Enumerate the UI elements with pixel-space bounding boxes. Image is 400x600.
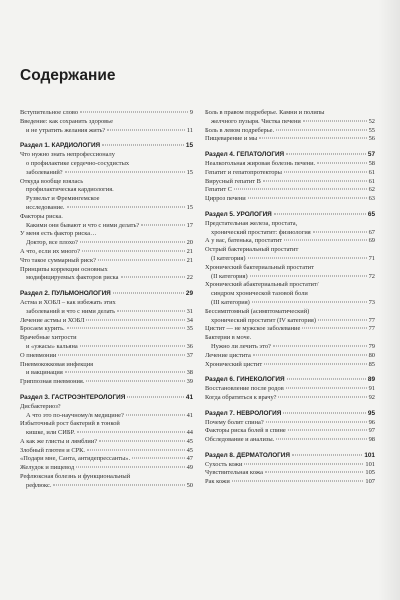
toc-entry[interactable] [20, 473, 193, 491]
toc-entry-text: Какими они бывают и что с ними делать? [26, 221, 140, 229]
toc-entry-text: Раздел 5. УРОЛОГИЯ [205, 210, 272, 218]
toc-page-number: 44 [186, 429, 193, 437]
toc-page-number: 101 [364, 451, 375, 459]
toc-entry[interactable] [205, 308, 375, 326]
toc-page-number: 77 [368, 325, 375, 333]
section-gap [205, 403, 375, 410]
toc-page-number: 38 [186, 369, 193, 377]
dot-leader [318, 319, 367, 320]
toc-page-number: 58 [368, 159, 375, 167]
toc-entry-text: Что такое суммарный риск? [20, 256, 96, 264]
toc-entry[interactable] [205, 352, 375, 361]
toc-entry-text: рефлюкс. [26, 481, 52, 489]
dot-leader [117, 310, 185, 311]
toc-entry-text: Гепатит С [205, 186, 233, 194]
dot-leader [98, 259, 185, 260]
toc-entry[interactable] [20, 447, 193, 456]
toc-entry-text: Факторы риска. [20, 212, 63, 220]
toc-page-number: 63 [368, 195, 375, 203]
toc-page-number: 11 [186, 126, 193, 134]
toc-entry-text: Раздел 3. ГАСТРОЭНТЕРОЛОГИЯ [20, 393, 126, 401]
section-gap [20, 283, 193, 290]
toc-entry-text: О пневмонии [20, 351, 57, 359]
section-gap [205, 445, 375, 452]
toc-entry-text: Желудок и пищевод [20, 464, 75, 472]
toc-entry-text: Обследование и анализы. [205, 436, 275, 444]
dot-leader [248, 198, 367, 199]
toc-entry[interactable] [205, 469, 375, 478]
toc-entry-text: Откуда вообще взялась [20, 177, 84, 185]
dot-leader [302, 328, 366, 329]
toc-entry-text: Неалкогольная жировая болезнь печени. [205, 159, 316, 167]
toc-section-heading[interactable] [20, 290, 193, 299]
toc-entry-text: Острый бактериальный простатит [205, 246, 299, 254]
dot-leader [286, 388, 367, 389]
dot-leader [274, 213, 366, 214]
toc-column-left [20, 109, 193, 491]
page-edge-shadow [378, 0, 400, 600]
dot-leader [278, 396, 366, 397]
toc-entry-text: Избыточный рост бактерий в тонкой [20, 420, 120, 428]
toc-page-number: 65 [367, 210, 375, 218]
toc-entry[interactable] [205, 334, 375, 352]
toc-entry[interactable] [20, 378, 193, 387]
dot-leader [77, 432, 185, 433]
toc-page-number: 29 [185, 290, 193, 298]
toc-entry-text: хронический простатит: физиология [211, 228, 311, 236]
dot-leader [265, 472, 363, 473]
dot-leader [99, 440, 185, 441]
toc-section-heading[interactable] [205, 410, 375, 419]
toc-entry-text: заболеваний и что с ними делать [26, 307, 116, 315]
toc-column-right [205, 109, 375, 487]
toc-entry-text: Рак кожи [205, 478, 230, 486]
toc-page-number: 39 [186, 378, 193, 386]
dot-leader [288, 430, 367, 431]
toc-page-number: 92 [368, 393, 375, 401]
toc-entry-text: (I категория) [211, 254, 246, 262]
dot-leader [127, 396, 184, 397]
dot-leader [273, 345, 367, 346]
toc-entry[interactable] [205, 427, 375, 436]
toc-entry-text: А как же глисты и лямблии? [20, 437, 98, 445]
toc-page-number: 56 [368, 135, 375, 143]
toc-entry-text: Бессимптомный (асимптоматический) [205, 307, 310, 315]
toc-entry-text: Что нужно знать непрофессионалу [20, 151, 115, 159]
dot-leader [252, 301, 367, 302]
dot-leader [113, 293, 184, 294]
toc-page-number: 15 [186, 203, 193, 211]
toc-page-number: 79 [368, 342, 375, 350]
dot-leader [132, 458, 185, 459]
dot-leader [283, 412, 366, 413]
toc-entry-text: Сухость кожи [205, 460, 243, 468]
toc-entry-text: Доктор, все плохо? [26, 239, 78, 247]
toc-entry-text: Раздел 7. НЕВРОЛОГИЯ [205, 409, 282, 417]
dot-leader [82, 250, 185, 251]
toc-page-number: 97 [368, 427, 375, 435]
toc-page-number: 20 [186, 239, 193, 247]
dot-leader [276, 439, 366, 440]
dot-leader [80, 112, 188, 113]
toc-section-heading[interactable] [20, 142, 193, 151]
toc-page-number: 47 [186, 455, 193, 463]
dot-leader [141, 224, 184, 225]
toc-page-number: 67 [368, 228, 375, 236]
toc-entry-text: Раздел 2. ПУЛЬМОНОЛОГИЯ [20, 290, 111, 298]
dot-leader [65, 372, 185, 373]
toc-entry-text: А что это по-научному/в медицине? [26, 411, 124, 419]
dot-leader [303, 120, 367, 121]
toc-entry-text: Введение: как сохранить здоровье [20, 117, 113, 125]
toc-entry[interactable] [205, 325, 375, 334]
toc-entry-text: Астма и ХОБЛ – как избежать этих [20, 298, 116, 306]
toc-entry-text: Пищеварение и мы [205, 135, 258, 143]
toc-entry-text: У меня есть фактор риска… [20, 230, 97, 238]
section-gap [205, 369, 375, 376]
toc-entry[interactable] [205, 237, 375, 246]
dot-leader [259, 138, 366, 139]
toc-entry-text: Раздел 6. ГИНЕКОЛОГИЯ [205, 376, 285, 384]
section-gap [20, 387, 193, 394]
toc-entry[interactable] [20, 213, 193, 231]
dot-leader [286, 154, 366, 155]
toc-entry-text: Вирусный гепатит В [205, 177, 261, 185]
toc-page-number: 45 [186, 437, 193, 445]
section-gap [20, 135, 193, 142]
toc-entry[interactable] [205, 281, 375, 307]
toc-entry[interactable] [205, 419, 375, 428]
toc-entry[interactable] [20, 257, 193, 266]
toc-entry[interactable] [20, 317, 193, 326]
toc-page-number: 98 [368, 436, 375, 444]
toc-page-number: 34 [186, 316, 193, 324]
dot-leader [232, 481, 364, 482]
toc-page-number: 71 [368, 254, 375, 262]
toc-section-heading[interactable] [205, 376, 375, 385]
toc-entry-text: Хронический абактериальный простатит/ [205, 281, 319, 289]
toc-entry[interactable] [205, 127, 375, 136]
toc-entry-text: «Подари мне, Санта, антидепрессанты». [20, 455, 131, 463]
toc-entry[interactable] [205, 178, 375, 187]
toc-page-number: 61 [368, 168, 375, 176]
toc-entry-text: Гепатит и гепатопротекторы [205, 168, 282, 176]
toc-entry-text: и «ужасы» кальяна [26, 342, 78, 350]
toc-entry-text: Рузвельт и Фремингемское [26, 195, 100, 203]
toc-entry[interactable] [20, 455, 193, 464]
toc-entry-text: (II категория) [211, 272, 248, 280]
toc-entry-text: Хронический бактериальный простатит [205, 263, 314, 271]
dot-leader [53, 484, 184, 485]
dot-leader [287, 379, 366, 380]
toc-page-number: 80 [368, 351, 375, 359]
toc-page-number: 49 [186, 464, 193, 472]
toc-entry-text: Предстательная железа, простата, [205, 219, 298, 227]
dot-leader [107, 129, 185, 130]
toc-page-number: 77 [368, 316, 375, 324]
toc-entry-text: кишке, или СИБР. [26, 429, 75, 437]
toc-entry[interactable] [20, 403, 193, 421]
toc-entry-text: Лечение астмы и ХОБЛ [20, 316, 85, 324]
toc-entry[interactable] [205, 436, 375, 445]
toc-page-number: 41 [186, 411, 193, 419]
toc-page-number: 21 [186, 256, 193, 264]
toc-entry[interactable] [205, 461, 375, 470]
toc-entry[interactable] [20, 230, 193, 248]
dot-leader [87, 449, 185, 450]
toc-entry-text: синдром хронической тазовой боли [211, 290, 308, 298]
toc-entry[interactable] [205, 160, 375, 169]
toc-entry-text: Гриппозная пневмония. [20, 378, 85, 386]
toc-entry-text: Когда обратиться к врачу? [205, 393, 277, 401]
toc-entry[interactable] [20, 109, 193, 118]
dot-leader [58, 354, 184, 355]
toc-entry-text: Боль в правом подреберье. Камни и полипы [205, 109, 325, 116]
dot-leader [80, 242, 185, 243]
toc-entry[interactable] [205, 186, 375, 195]
toc-page-number: 45 [186, 446, 193, 454]
toc-entry[interactable] [20, 464, 193, 473]
toc-entry[interactable] [205, 394, 375, 403]
toc-page-number: 15 [186, 168, 193, 176]
toc-page-number: 31 [186, 307, 193, 315]
toc-entry[interactable] [20, 178, 193, 213]
dot-leader [76, 467, 184, 468]
dot-leader [86, 319, 184, 320]
toc-entry-text: Бросаем курить. [20, 325, 65, 333]
toc-entry[interactable] [205, 220, 375, 238]
dot-leader [266, 421, 367, 422]
toc-entry-text: Бактерии в моче. [205, 334, 252, 342]
toc-entry[interactable] [205, 195, 375, 204]
toc-entry-text: Хронический цистит [205, 360, 263, 368]
toc-page-number: 37 [186, 351, 193, 359]
toc-entry-text: Врачебные хитрости [20, 334, 77, 342]
toc-entry[interactable] [20, 420, 193, 438]
toc-page-number: 52 [368, 117, 375, 125]
toc-page-number: 95 [367, 409, 375, 417]
toc-section-heading[interactable] [20, 394, 193, 403]
toc-entry-text: Факторы риска болей в спине [205, 427, 286, 435]
dot-leader [263, 180, 367, 181]
toc-entry[interactable] [205, 169, 375, 178]
toc-page-number: 55 [368, 126, 375, 134]
dot-leader [313, 231, 367, 232]
toc-page-number: 69 [368, 237, 375, 245]
toc-entry-text: Цирроз печени [205, 195, 246, 203]
section-gap [205, 204, 375, 211]
toc-section-heading[interactable] [205, 211, 375, 220]
dot-leader [276, 129, 367, 130]
toc-entry[interactable] [20, 325, 193, 334]
toc-entry-text: Почему болит спина? [205, 418, 264, 426]
dot-leader [284, 240, 367, 241]
toc-entry-text: профилактическая кардиология. [26, 186, 114, 194]
toc-page-number: 61 [368, 177, 375, 185]
dot-leader [284, 171, 367, 172]
toc-page-number: 107 [365, 478, 375, 486]
toc-entry[interactable] [20, 438, 193, 447]
toc-entry[interactable] [20, 248, 193, 257]
toc-section-heading[interactable] [205, 452, 375, 461]
toc-page-number: 101 [365, 460, 375, 468]
toc-entry-text: Рефлюксная болезнь и функциональный [20, 473, 131, 481]
dot-leader [67, 328, 185, 329]
toc-entry-text: желчного пузыря. Чистка печени [211, 117, 301, 125]
toc-entry[interactable] [20, 334, 193, 352]
dot-leader [253, 354, 367, 355]
toc-entry-text: и вакцинация [26, 369, 63, 377]
toc-page-number: 62 [368, 186, 375, 194]
dot-leader [244, 463, 363, 464]
toc-page-number: 41 [185, 393, 193, 401]
toc-entry-text: А что, если их много? [20, 247, 80, 255]
toc-entry[interactable] [20, 118, 193, 136]
toc-entry[interactable] [205, 264, 375, 282]
toc-entry-text: хронический простатит (IV категория) [211, 316, 316, 324]
toc-entry-text: Лечение цистита [205, 351, 251, 359]
toc-entry-text: Вступительное слово [20, 109, 79, 116]
dot-leader [86, 381, 184, 382]
toc-entry-text: Раздел 4. ГЕПАТОЛОГИЯ [205, 151, 285, 159]
dot-leader [80, 345, 185, 346]
toc-entry-text: Боль в левом подреберье. [205, 126, 275, 134]
toc-entry[interactable] [205, 478, 375, 487]
toc-entry-text: Дисбактериоз? [20, 402, 61, 410]
toc-entry-text: (III категория) [211, 298, 250, 306]
toc-page-number: 36 [186, 342, 193, 350]
dot-leader [234, 189, 367, 190]
toc-entry-text: и не утратить желания жить? [26, 126, 106, 134]
toc-entry-text: модифицируемых факторов риска [26, 274, 119, 282]
toc-entry-text: Чувствительная кожа [205, 469, 263, 477]
toc-entry-text: Раздел 8. ДЕРМАТОЛОГИЯ [205, 451, 290, 459]
toc-entry-text: Цистит — не мужское заболевание [205, 325, 301, 333]
toc-section-heading[interactable] [205, 151, 375, 160]
toc-page-number: 72 [368, 272, 375, 280]
dot-leader [248, 257, 367, 258]
toc-entry-text: Нужно ли лечить это? [211, 342, 271, 350]
dot-leader [317, 162, 367, 163]
toc-page-number: 22 [186, 274, 193, 282]
toc-entry-text: Злобный глютен и СРК. [20, 446, 86, 454]
toc-entry-text: исследование. [26, 203, 65, 211]
toc-page-number: 85 [368, 360, 375, 368]
toc-page-number: 17 [186, 221, 193, 229]
toc-entry[interactable] [20, 151, 193, 177]
toc-entry[interactable] [20, 352, 193, 361]
dot-leader [292, 454, 362, 455]
toc-entry[interactable] [205, 135, 375, 144]
toc-entry-text: заболеваний? [26, 168, 63, 176]
toc-page-number: 21 [186, 247, 193, 255]
toc-entry-text: А у вас, батенька, простатит [205, 237, 283, 245]
toc-page-number: 57 [367, 151, 375, 159]
dot-leader [126, 414, 185, 415]
toc-entry[interactable] [205, 385, 375, 394]
toc-page-number: 50 [186, 481, 193, 489]
toc-entry-text: Раздел 1. КАРДИОЛОГИЯ [20, 142, 101, 150]
toc-page-number: 73 [368, 298, 375, 306]
toc-page-number: 105 [365, 469, 375, 477]
toc-entry[interactable] [205, 246, 375, 264]
toc-entry-text: Восстановление после родов [205, 385, 284, 393]
dot-leader [102, 145, 184, 146]
page-title: Содержание [20, 67, 116, 84]
toc-entry-text: о профилактике сердечно-сосудистых [26, 159, 130, 167]
dot-leader [264, 363, 366, 364]
toc-entry[interactable] [20, 266, 193, 284]
toc-page-number: 89 [367, 376, 375, 384]
dot-leader [67, 206, 185, 207]
toc-page-number: 96 [368, 418, 375, 426]
toc-entry-text: Пневмококковая инфекция [20, 360, 94, 368]
toc-entry[interactable] [20, 299, 193, 317]
toc-entry[interactable] [205, 109, 375, 127]
toc-entry[interactable] [20, 361, 193, 379]
toc-entry[interactable] [205, 361, 375, 370]
dot-leader [121, 277, 185, 278]
toc-page-number: 35 [186, 325, 193, 333]
dot-leader [65, 171, 185, 172]
dot-leader [250, 275, 367, 276]
toc-page-number: 15 [185, 142, 193, 150]
toc-entry-text: Принципы коррекции основных [20, 265, 108, 273]
toc-page-number: 91 [368, 385, 375, 393]
section-gap [205, 144, 375, 151]
toc-page-number: 9 [189, 109, 193, 116]
